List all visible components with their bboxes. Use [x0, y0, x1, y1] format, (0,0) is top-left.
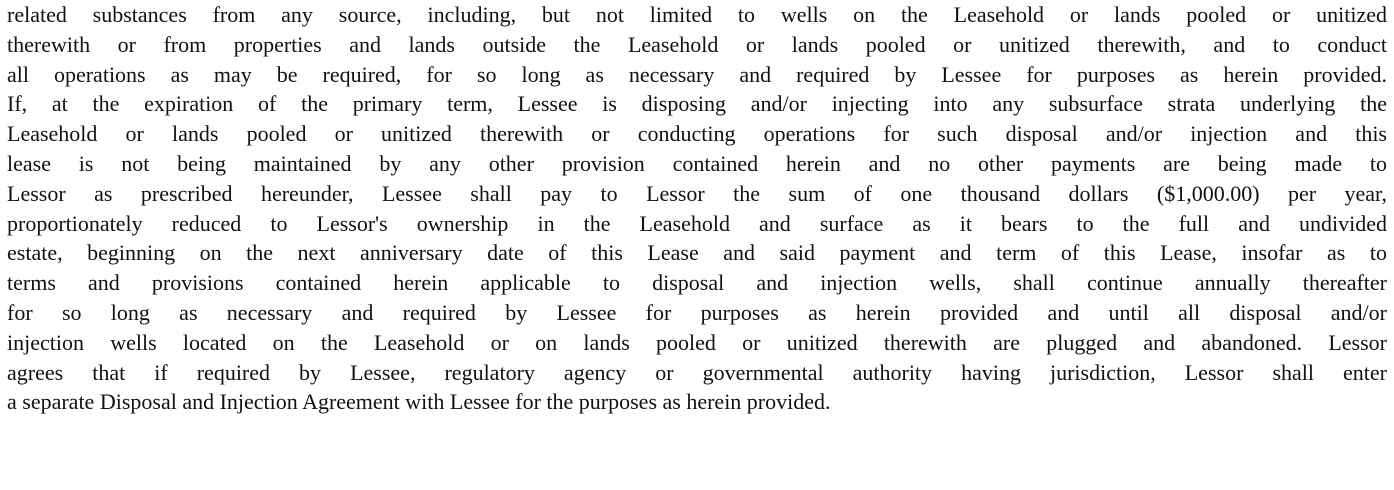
text-line: estate, beginning on the next anniversary date of this Lease and said payment and term of this Lease, insofar as to: [7, 240, 1387, 266]
text-line: agrees that if required by Lessee, regulatory agency or governmental authority having jurisdiction, Lessor shall enter: [7, 359, 1387, 385]
text-line: Lessor as prescribed hereunder, Lessee shall pay to Lessor the sum of one thousand dollars ($1,000.00) per year,: [7, 180, 1387, 206]
text-line: If, at the expiration of the primary term, Lessee is disposing and/or injecting into any subsurface strata underlying the: [7, 91, 1387, 117]
text-line: Leasehold or lands pooled or unitized therewith or conducting operations for such disposal and/or injection and this: [7, 121, 1387, 147]
text-line: related substances from any source, including, but not limited to wells on the Leasehold or lands pooled or unitized: [7, 2, 1387, 27]
text-line: therewith or from properties and lands outside the Leasehold or lands pooled or unitized therewith, and to conduct: [7, 31, 1387, 57]
text-line: proportionately reduced to Lessor's ownership in the Leasehold and surface as it bears to the full and undivided: [7, 210, 1387, 236]
text-line: all operations as may be required, for so long as necessary and required by Lessee for purposes as herein provided.: [7, 61, 1387, 87]
text-line: a separate Disposal and Injection Agreement with Lessee for the purposes as herein provided.: [7, 389, 831, 415]
lease-paragraph: [7, 0, 1387, 417]
text-line: injection wells located on the Leasehold or on lands pooled or unitized therewith are plugged and abandoned. Lessor: [7, 329, 1387, 355]
text-line: lease is not being maintained by any other provision contained herein and no other payments are being made to: [7, 150, 1387, 176]
text-line: for so long as necessary and required by Lessee for purposes as herein provided and until all disposal and/or: [7, 299, 1387, 325]
text-line: terms and provisions contained herein applicable to disposal and injection wells, shall continue annually thereafter: [7, 270, 1387, 296]
